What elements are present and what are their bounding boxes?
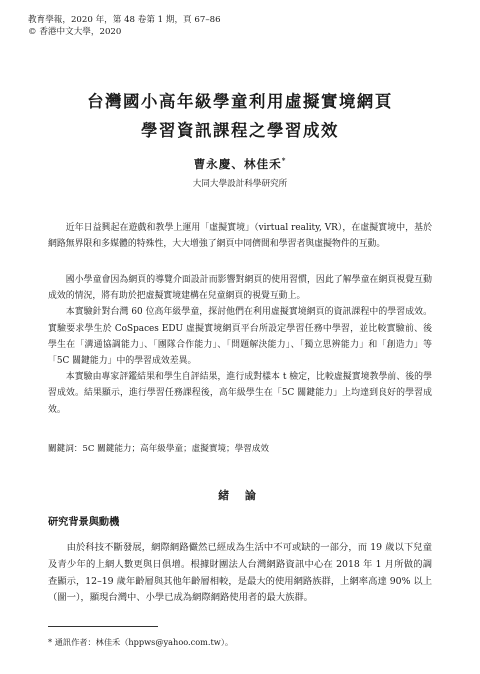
paper-title-line-1: 台灣國小高年級學童利用虛擬實境網頁 [87, 92, 393, 111]
subsection-heading: 研究背景與動機 [48, 516, 120, 528]
copyright-line: © 香港中文大學，2020 [28, 27, 122, 37]
footnote: * 通訊作者：林佳禾（hppws@yahoo.com.tw）。 [48, 637, 234, 647]
abstract-paragraph: 近年日益興起在遊戲和教學上運用「虛擬實境」（virtual reality, VR），在虛擬實境中，基於網路無界限和多媒體的特殊性，大大增強了網頁中同儕間和學習者與虛擬物件的互動。 [48, 223, 432, 250]
keywords: 關鍵詞：5C 關鍵能力；高年級學童；虛擬實境；學習成效 [48, 444, 270, 454]
abstract-paragraph: 本實驗由專家評鑑結果和學生自評結果，進行成對樣本 t 檢定，比較虛擬實境教學前、後的學習成效。結果顯示，進行學習任務課程後，高年級學生在「5C 關鍵能力」上均達到良好的學習成效。 [48, 372, 432, 415]
author-names [0, 156, 480, 172]
abstract-block-1 [48, 220, 432, 252]
journal-header [28, 14, 221, 38]
abstract-paragraph: 本實驗針對台灣 60 位高年級學童，探討他們在利用虛擬實境網頁的資訊課程中的學習成效。實驗要求學生於 CoSpaces EDU 虛擬實境網頁平台所設定學習任務中學習，並比較實驗前、後學生在「溝通協調能力」、「團隊合作能力」、「問題解決能力」、「獨立思辨能力」和「創造力」等「5C 關鍵能力」中的學習成效差異。 [48, 307, 432, 367]
author-affiliation: 大同大學設計科學研究所 [192, 179, 288, 189]
abstract-paragraph: 國小學童會因為網頁的導覽介面設計而影響對網頁的使用習慣，因此了解學童在網頁視覺互動成效的情況，將有助於把虛擬實境建構在兒童網頁的視覺互動上。 [48, 275, 432, 302]
body-text [48, 540, 432, 607]
journal-citation-line: 教育學報，2020 年，第 48 卷第 1 期，頁 67–86 [28, 15, 221, 25]
author-list: 曹永慶、林佳禾 [193, 157, 282, 171]
body-paragraph: 由於科技不斷發展，網際網路儼然已經成為生活中不可或缺的一部分，而 19 歲以下兒童及青少年的上網人數更與日俱增。根據財團法人台灣網路資訊中心在 2018 年 1 月所做的調查顯示，12–19 歲年齡層與其他年齡層相較，是最大的使用網路族群，上網率高達 90% 以上（圖一），顯現台灣中、小學已成為網際網路使用者的最大族群。 [48, 542, 432, 604]
corresponding-author-marker: * [281, 156, 287, 166]
abstract-block-2 [48, 272, 432, 418]
section-heading: 緒 論 [218, 489, 262, 502]
paper-title-line-2: 學習資訊課程之學習成效 [141, 121, 339, 140]
footnote-divider [48, 626, 158, 627]
